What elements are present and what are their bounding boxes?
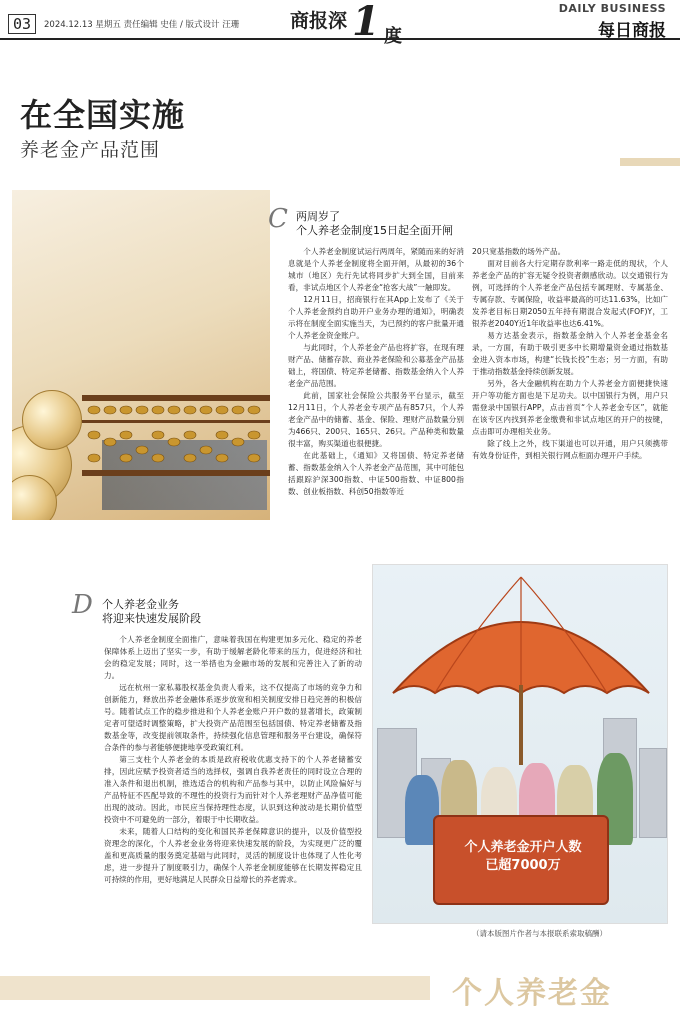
paragraph: 除了线上之外，线下渠道也可以开通，用户只须携带有效身份证件，到相关银行网点柜面办理开户手续。 <box>472 439 668 460</box>
paragraph: 第三支柱个人养老金的本质是政府税收优惠支持下的个人养老储蓄安排，因此应赋予投资者适当的选择权，强调自我养老责任的同时设立合理的准入条件和退出机制，推选适合的机构和产品参与其中，以防止风险偏好与产品特征不匹配导致的不理性的投资行为而针对个人养老理财产品净值可能出现的波动。因此，市民应当保持理性态度，认识到这种波动是长期价值型投资中不可避免的一部分，着眼于中长期收益。 <box>104 755 362 824</box>
building-graphic <box>639 748 667 838</box>
cartoon-illustration <box>372 564 668 924</box>
article-c-column-1 <box>288 246 464 498</box>
section-numeral: 1 <box>352 0 380 45</box>
top-bar <box>0 0 680 47</box>
paragraph: 20只宽基指数的场外产品。 <box>472 247 566 256</box>
article-c-title-line1: 两周岁了 <box>296 210 340 223</box>
article-d-body <box>104 634 362 886</box>
footer-title: 个人养老金 <box>452 976 612 1011</box>
image-credit: （请本版图片作者与本报联系索取稿酬） <box>472 929 607 938</box>
abacus-coins-photo <box>12 190 270 520</box>
plaque-line2: 已超7000万 <box>485 858 561 873</box>
issue-meta: 2024.12.13 星期五 责任编辑 史佳 / 版式设计 汪珊 <box>44 20 240 30</box>
paragraph: 个人养老金制度全面推广，意味着我国在构建更加多元化、稳定的养老保障体系上迈出了坚实一步，有助于缓解老龄化带来的压力，促进经济和社会的稳定发展；同时，这一举措也为金融市场的发展和完善注入了新的动力。 <box>104 635 362 680</box>
decorative-bar <box>620 158 680 166</box>
article-d-title-line1: 个人养老金业务 <box>102 598 179 611</box>
article-d-title <box>102 598 201 626</box>
section-suffix: 度 <box>384 26 402 47</box>
paragraph: 易方达基金表示，指数基金纳入个人养老金基金名录，一方面，有助于吸引更多中长期增量资金通过指数基金进入资本市场，构建“长钱长投”生态；另一方面，有助于推动指数基金持续创新发展。 <box>472 331 668 376</box>
statistic-plaque <box>433 815 609 905</box>
paragraph: 另外，各大金融机构在助力个人养老金方面便捷快速开户等功能方面也是下足功夫。以中国银行为例，用户只需登录中国银行APP，点击首页“个人养老金专区”，就能在该专区内找到养老金缴费和非试点地区的开户的按键，点击即可办理相关业务。 <box>472 379 668 436</box>
article-d-dropcap: D <box>72 590 93 620</box>
paragraph: 未来，随着人口结构的变化和国民养老保障意识的提升，以及价值型投资理念的深化，个人养老金业务将迎来快速发展的阶段，为实现更广泛的覆盖和更高质量的服务奠定基础与此同时，灵活的制度设计也体现了人性化考虑，进一步提升了制度吸引力，确保个人养老金制度能够在长期发挥稳定且可持续的作用，更好地满足人民群众日益增长的养老需求。 <box>104 827 362 884</box>
paragraph: 在此基础上，《通知》又将国债、特定养老储蓄、指数基金纳入个人养老金产品范围，其中可能包括跟踪沪深300指数、中证500指数、中证800指数、创业板指数、科创50指数等近 <box>288 451 464 496</box>
footer-strip <box>0 976 430 1000</box>
brand-english: DAILY BUSINESS <box>558 2 666 15</box>
page-headline: 在全国实施 <box>20 96 186 134</box>
brand-logo: 每日商报 <box>598 21 666 41</box>
article-c-title-line2: 个人养老金制度15日起全面开闸 <box>296 224 453 237</box>
plaque-text <box>435 839 611 875</box>
page-subhead: 养老金产品范围 <box>20 139 161 161</box>
paragraph: 此前，国家社会保险公共服务平台显示，截至12月11日，个人养老金专项产品有857只，个人养老金产品中的储蓄、基金、保险、理财产品数量分别为466只、200只、165只、26只。产品种类和数量很丰富，购买渠道也很便捷。 <box>288 391 464 448</box>
paragraph: 与此同时，个人养老金产品也将扩容，在现有理财产品、储蓄存款、商业养老保险和公募基金产品基础上，将国债、特定养老储蓄、指数基金纳入个人养老金产品范围。 <box>288 343 464 388</box>
article-d-title-line2: 将迎来快速发展阶段 <box>102 612 201 625</box>
coin-graphic <box>22 390 82 450</box>
article-c-dropcap: C <box>268 204 288 234</box>
paragraph: 面对目前各大行定期存款利率一路走低的现状，个人养老金产品的扩容无疑令投资者颇感欣动。以交通银行为例，可选择的个人养老金产品包括专属理财、专属基金、专属存款、专属保险，收益率最高的可达11.63%，比如广发养老目标日期2050五年持有期混合发起式(FOF)Y，工银养老2040Y近1年收益率也达6.41%。 <box>472 259 669 328</box>
article-c-title <box>296 210 453 238</box>
paragraph: 个人养老金制度试运行两周年，紧随而来的好消息就是个人养老金制度将全面开闸，从最初的36个城市（地区）先行先试将同步扩大到全国，目前来看，非试点地区个人养老金“抢客大战”一触即发。 <box>288 247 464 292</box>
abacus-graphic <box>82 390 270 480</box>
page-number: 03 <box>8 14 36 34</box>
plaque-line1: 个人养老金开户人数 <box>464 840 582 855</box>
paragraph: 12月11日，招商银行在其App上发布了《关于个人养老金预约自助开户业务办理的通知》，明确表示将在制度全面实施当天，为已预约的客户批量开通个人养老金资金账户。 <box>288 295 464 340</box>
section-title: 商报深 <box>290 10 348 32</box>
paragraph: 远在杭州一家私募股权基金负责人看来，这不仅提高了市场的竞争力和创新能力，释放出养老金融体系逐步放宽和相关制度安排日趋完善的积极信号。随着试点工作的稳步推进和个人养老金账户开户数的显著增长，政策制定者可望适时调整策略，扩大投资产品范围至包括国债、特定养老储蓄及指数基金等，改变提前领取条件，持续强化信息管理和服务平台建设，确保符合条件的参与者能够便捷地享受政策红利。 <box>104 683 362 752</box>
article-c-column-2 <box>472 246 668 462</box>
